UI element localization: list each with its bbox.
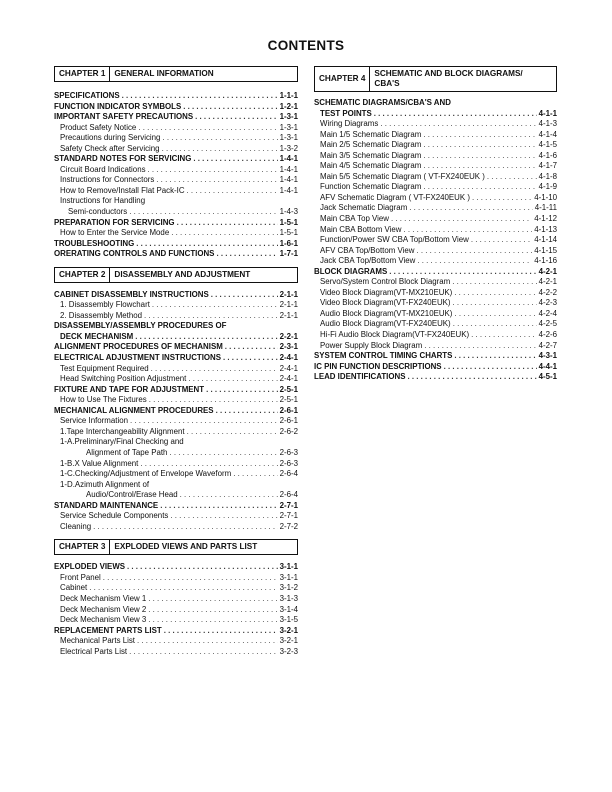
chapter-4-entries: [314, 98, 557, 383]
toc-entry-line: 1-D.Azimuth Alignment of: [60, 479, 150, 489]
toc-entry[interactable]: Deck Mechanism View 3 . . . 3-1-5: [54, 615, 298, 626]
toc-entry-line: Instructions for Handling: [60, 196, 146, 206]
toc-entry[interactable]: Hi-Fi Audio Block Diagram(VT-FX240EUK) . . . 4-2-6: [314, 330, 557, 341]
chapter-3-entries: [54, 562, 298, 657]
toc-entry[interactable]: STANDARD NOTES FOR SERVICING . . . 1-4-1: [54, 154, 298, 165]
toc-entry[interactable]: 1. Disassembly Flowchart . . . 2-1-1: [54, 300, 298, 311]
toc-entry[interactable]: Safety Check after Servicing . . . 1-3-2: [54, 144, 298, 155]
toc-entry[interactable]: PREPARATION FOR SERVICING . . . 1-5-1: [54, 218, 298, 229]
toc-entry[interactable]: ORERATING CONTROLS AND FUNCTIONS . . . 1-7-1: [54, 249, 298, 260]
toc-entry[interactable]: AFV CBA Top/Bottom View . . . 4-1-15: [314, 246, 557, 257]
right-column: [314, 66, 557, 383]
toc-entry[interactable]: Video Block Diagram(VT-MX210EUK) . . . 4-2-2: [314, 288, 557, 299]
toc-entry[interactable]: Main 2/5 Schematic Diagram . . . 4-1-5: [314, 140, 557, 151]
toc-entry[interactable]: How to Enter the Service Mode . . . 1-5-1: [54, 228, 298, 239]
toc-entry[interactable]: 2. Disassembly Method . . . 2-1-1: [54, 311, 298, 322]
toc-entry[interactable]: Power Supply Block Diagram . . . 4-2-7: [314, 341, 557, 352]
chapter-name-line: CBA'S: [374, 79, 400, 88]
toc-entry[interactable]: Audio/Control/Erase Head . . . 2-6-4: [54, 490, 298, 501]
toc-entry[interactable]: Instructions for Connectors . . . 1-4-1: [54, 175, 298, 186]
toc-entry[interactable]: Service Information . . . 2-6-1: [54, 416, 298, 427]
chapter-1-entries: [54, 91, 298, 260]
toc-entry[interactable]: Function/Power SW CBA Top/Bottom View . . . 4-1-14: [314, 235, 557, 246]
toc-entry[interactable]: Test Equipment Required . . . 2-4-1: [54, 364, 298, 375]
toc-entry[interactable]: EXPLODED VIEWS . . . 3-1-1: [54, 562, 298, 573]
left-column: [54, 66, 298, 657]
toc-entry[interactable]: Cleaning . . . 2-7-2: [54, 522, 298, 533]
toc-entry[interactable]: Audio Block Diagram(VT-FX240EUK) . . . 4-2-5: [314, 319, 557, 330]
toc-entry[interactable]: SYSTEM CONTROL TIMING CHARTS . . . 4-3-1: [314, 351, 557, 362]
toc-entry[interactable]: ELECTRICAL ADJUSTMENT INSTRUCTIONS . . . 2-4-1: [54, 353, 298, 364]
toc-entry[interactable]: Main CBA Bottom View . . . 4-1-13: [314, 225, 557, 236]
toc-entry[interactable]: Main CBA Top View . . . 4-1-12: [314, 214, 557, 225]
toc-entry[interactable]: Main 4/5 Schematic Diagram . . . 4-1-7: [314, 161, 557, 172]
toc-entry[interactable]: Service Schedule Components . . . 2-7-1: [54, 511, 298, 522]
toc-entry[interactable]: Deck Mechanism View 2 . . . 3-1-4: [54, 605, 298, 616]
toc-entry[interactable]: Deck Mechanism View 1 . . . 3-1-3: [54, 594, 298, 605]
toc-entry[interactable]: How to Remove/Install Flat Pack-IC . . . 1-4-1: [54, 186, 298, 197]
chapter-1-header: [54, 66, 298, 82]
toc-entry-line: 1-A.Preliminary/Final Checking and: [60, 437, 184, 447]
chapter-4-header: [314, 66, 557, 92]
toc-entry[interactable]: Head Switching Position Adjustment . . . 2-4-1: [54, 374, 298, 385]
toc-entry[interactable]: DECK MECHANISM . . . 2-2-1: [54, 332, 298, 343]
toc-entry[interactable]: Servo/System Control Block Diagram . . . 4-2-1: [314, 277, 557, 288]
toc-entry[interactable]: REPLACEMENT PARTS LIST . . . 3-2-1: [54, 626, 298, 637]
toc-entry[interactable]: ALIGNMENT PROCEDURES OF MECHANISM . . . 2-3-1: [54, 342, 298, 353]
toc-entry[interactable]: MECHANICAL ALIGNMENT PROCEDURES . . . 2-6-1: [54, 406, 298, 417]
page-title: CONTENTS: [267, 38, 345, 53]
toc-entry[interactable]: Main 1/5 Schematic Diagram . . . 4-1-4: [314, 130, 557, 141]
toc-entry[interactable]: FIXTURE AND TAPE FOR ADJUSTMENT . . . 2-5-1: [54, 385, 298, 396]
toc-entry[interactable]: TROUBLESHOOTING . . . 1-6-1: [54, 239, 298, 250]
chapter-name: EXPLODED VIEWS AND PARTS LIST: [114, 542, 258, 552]
toc-entry[interactable]: Alignment of Tape Path . . . 2-6-3: [54, 448, 298, 459]
toc-entry[interactable]: Video Block Diagram(VT-FX240EUK) . . . 4-2-3: [314, 298, 557, 309]
chapter-number: CHAPTER 1: [55, 67, 110, 81]
toc-entry[interactable]: Jack CBA Top/Bottom View . . . 4-1-16: [314, 256, 557, 267]
toc-entry-line: SCHEMATIC DIAGRAMS/CBA'S AND: [314, 98, 451, 107]
toc-entry[interactable]: Function Schematic Diagram . . . 4-1-9: [314, 182, 557, 193]
toc-entry-line: DISASSEMBLY/ASSEMBLY PROCEDURES OF: [54, 321, 227, 331]
toc-entry[interactable]: IC PIN FUNCTION DESCRIPTIONS . . . 4-4-1: [314, 362, 557, 373]
toc-entry[interactable]: Semi-conductors . . . 1-4-3: [54, 207, 298, 218]
toc-entry[interactable]: Wiring Diagrams . . . 4-1-3: [314, 119, 557, 130]
toc-entry[interactable]: Cabinet . . . 3-1-2: [54, 583, 298, 594]
chapter-number: CHAPTER 3: [55, 540, 110, 554]
chapter-number: CHAPTER 2: [55, 268, 110, 282]
toc-entry[interactable]: TEST POINTS . . . 4-1-1: [314, 109, 557, 120]
toc-entry[interactable]: FUNCTION INDICATOR SYMBOLS . . . 1-2-1: [54, 102, 298, 113]
chapter-name: [370, 67, 526, 91]
toc-entry[interactable]: Main 5/5 Schematic Diagram ( VT-FX240EUK ) . . . 4-1-8: [314, 172, 557, 183]
toc-entry[interactable]: Front Panel . . . 3-1-1: [54, 573, 298, 584]
toc-entry[interactable]: How to Use The Fixtures . . . 2-5-1: [54, 395, 298, 406]
toc-entry[interactable]: Jack Schematic Diagram . . . 4-1-11: [314, 203, 557, 214]
toc-entry[interactable]: Product Safety Notice . . . 1-3-1: [54, 123, 298, 134]
toc-entry[interactable]: 1-C.Checking/Adjustment of Envelope Waveform . . . 2-6-4: [54, 469, 298, 480]
chapter-3-header: [54, 539, 298, 555]
chapter-name: DISASSEMBLY AND ADJUSTMENT: [114, 269, 251, 279]
chapter-2-header: [54, 267, 298, 283]
chapter-number: CHAPTER 4: [315, 67, 370, 91]
toc-entry[interactable]: Circuit Board Indications . . . 1-4-1: [54, 165, 298, 176]
toc-entry[interactable]: Electrical Parts List . . . 3-2-3: [54, 647, 298, 658]
toc-entry[interactable]: LEAD IDENTIFICATIONS . . . 4-5-1: [314, 372, 557, 383]
toc-entry[interactable]: 1.Tape Interchangeability Alignment . . . 2-6-2: [54, 427, 298, 438]
toc-entry[interactable]: SPECIFICATIONS . . . 1-1-1: [54, 91, 298, 102]
toc-entry[interactable]: CABINET DISASSEMBLY INSTRUCTIONS . . . 2-1-1: [54, 290, 298, 301]
toc-entry[interactable]: AFV Schematic Diagram ( VT-FX240EUK ) . . . 4-1-10: [314, 193, 557, 204]
chapter-name-line: SCHEMATIC AND BLOCK DIAGRAMS/: [374, 69, 523, 78]
toc-entry[interactable]: Audio Block Diagram(VT-MX210EUK) . . . 4-2-4: [314, 309, 557, 320]
toc-entry[interactable]: IMPORTANT SAFETY PRECAUTIONS . . . 1-3-1: [54, 112, 298, 123]
toc-entry[interactable]: Mechanical Parts List . . . 3-2-1: [54, 636, 298, 647]
chapter-2-entries: [54, 290, 298, 533]
toc-entry[interactable]: Main 3/5 Schematic Diagram . . . 4-1-6: [314, 151, 557, 162]
toc-entry[interactable]: 1-B.X Value Alignment . . . 2-6-3: [54, 459, 298, 470]
toc-entry[interactable]: BLOCK DIAGRAMS . . . 4-2-1: [314, 267, 557, 278]
toc-entry[interactable]: STANDARD MAINTENANCE . . . 2-7-1: [54, 501, 298, 512]
toc-entry[interactable]: Precautions during Servicing . . . 1-3-1: [54, 133, 298, 144]
chapter-name: GENERAL INFORMATION: [114, 69, 214, 78]
